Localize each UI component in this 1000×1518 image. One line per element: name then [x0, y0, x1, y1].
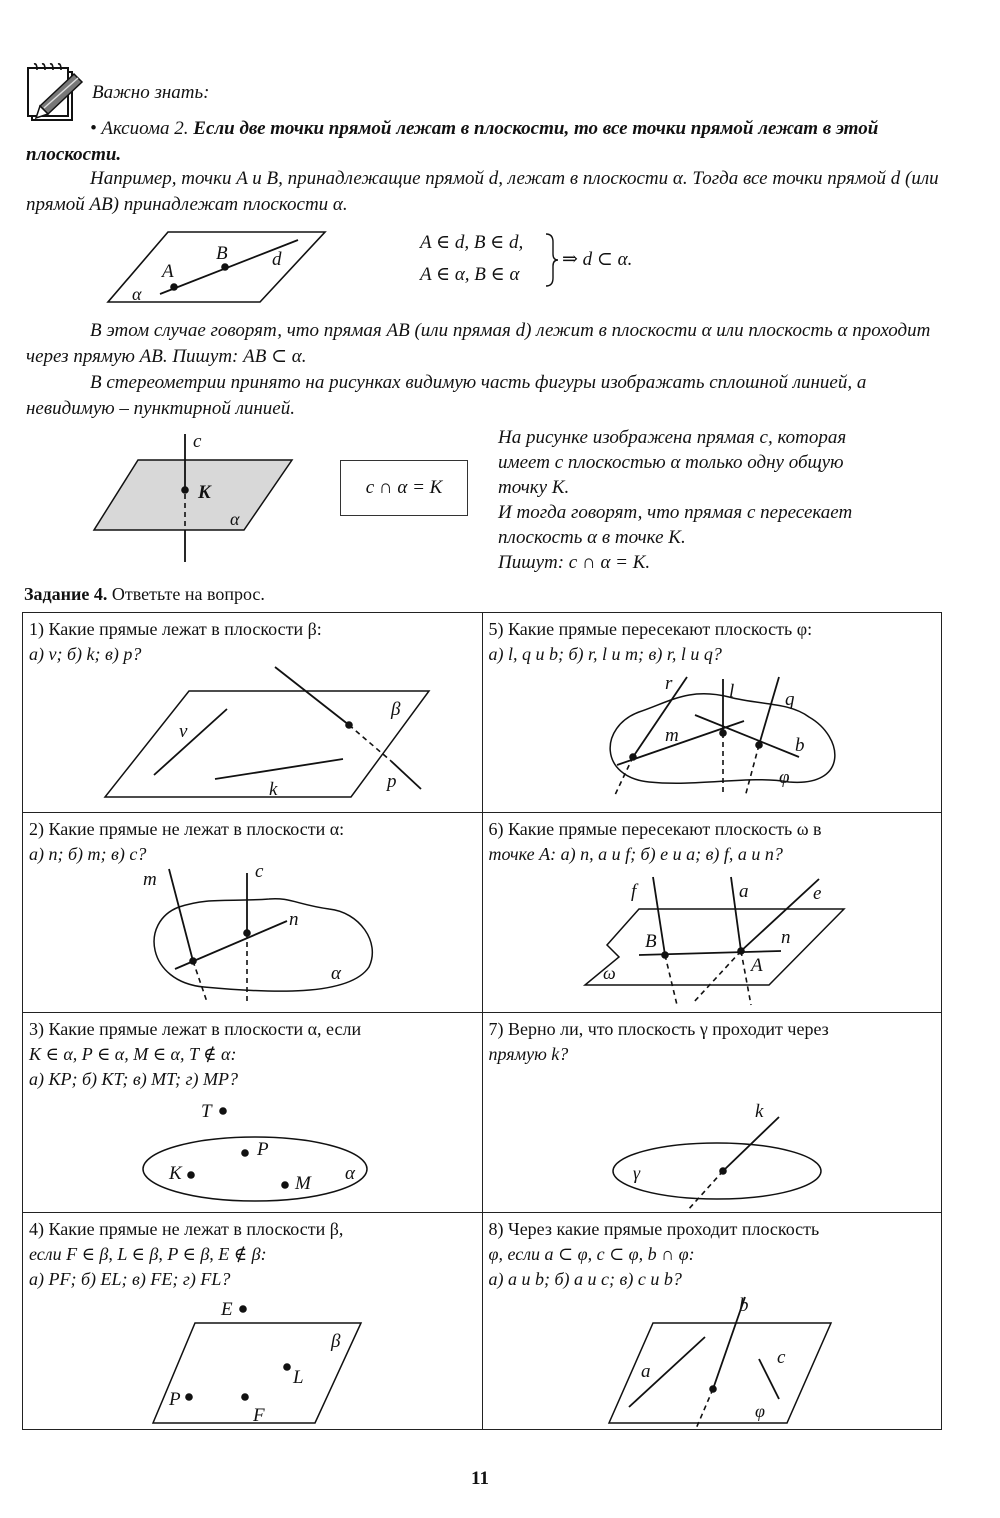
label-A: A: [162, 261, 174, 282]
label-alpha: α: [331, 963, 341, 984]
question-cell-3: [23, 1013, 483, 1213]
question-4-options: а) PF; б) EL; в) FE; г) FL?: [29, 1269, 231, 1289]
label-b: b: [794, 735, 804, 756]
definition-paragraph: В этом случае говорят, что прямая AB (или прямая d) лежит в плоскости α или плоскость α проходит через прямую AB. Пишут: AB ⊂ α.: [26, 320, 931, 367]
label-gamma: γ: [632, 1163, 640, 1183]
axiom-statement: Если две точки прямой лежат в плоскости, то все точки прямой лежат в этой плоскости.: [26, 118, 879, 165]
label-f: f: [630, 881, 636, 902]
label-beta: β: [391, 699, 401, 720]
label-k: k: [269, 779, 278, 800]
example-paragraph: Например, точки A и B, принадлежащие прямой d, лежат в плоскости α. Тогда все точки прямой d (или прямой AB) принадлежат плоскости α.: [26, 168, 939, 215]
side-line: точку K.: [498, 477, 570, 498]
label-E: E: [221, 1299, 233, 1320]
question-1-line: 1) Какие прямые лежат в плоскости β:: [29, 619, 322, 639]
label-c: c: [255, 861, 264, 882]
task-title: Задание 4.: [24, 584, 108, 604]
label-v: v: [179, 721, 188, 742]
side-line: имеет c плоскостью α только одну общую: [498, 452, 844, 473]
question-7-line: 7) Верно ли, что плоскость γ проходит через: [488, 1019, 829, 1039]
question-3-line: 3) Какие прямые лежат в плоскости α, если: [29, 1019, 362, 1039]
side-explanation: [498, 425, 948, 575]
question-6-line: 6) Какие прямые пересекают плоскость ω в: [488, 819, 822, 839]
question-4-line: 4) Какие прямые не лежат в плоскости β,: [29, 1219, 344, 1239]
formula-line-2: A ∈ α, B ∈ α: [420, 264, 520, 285]
label-K: K: [169, 1163, 182, 1184]
question-6-options: точке A: а) n, a и f; б) e и a; в) f, a и n?: [488, 844, 783, 864]
label-beta: β: [331, 1331, 341, 1352]
label-B: B: [644, 931, 657, 952]
label-q: q: [784, 689, 794, 710]
question-cell-5: [482, 613, 942, 813]
side-line: плоскость α в точке K.: [498, 527, 686, 548]
plane-line-figure: [100, 222, 340, 308]
important-label: Важно знать:: [92, 82, 210, 103]
intersection-formula-box: [340, 460, 468, 516]
question-2-options: а) n; б) m; в) c?: [29, 844, 147, 864]
question-cell-2: [23, 813, 483, 1013]
page-number: 11: [471, 1468, 489, 1489]
question-7-options: прямую k?: [488, 1044, 569, 1064]
line-intersects-plane-figure: [90, 430, 305, 565]
formula-line-1: A ∈ d, B ∈ d,: [420, 232, 524, 253]
question-5-line: 5) Какие прямые пересекают плоскость φ:: [488, 619, 813, 639]
side-line: Пишут: c ∩ α = K.: [498, 552, 651, 573]
axiom-lead: • Аксиома 2.: [90, 118, 189, 139]
label-F: F: [253, 1405, 265, 1426]
label-b: b: [738, 1295, 748, 1316]
label-L: L: [293, 1367, 304, 1388]
question-cell-1: [23, 613, 483, 813]
formula-result: ⇒ d ⊂ α.: [562, 249, 633, 270]
question-1-options: а) v; б) k; в) p?: [29, 644, 142, 664]
question-cell-4: [23, 1213, 483, 1430]
label-alpha: α: [345, 1163, 355, 1184]
label-r: r: [664, 673, 672, 694]
question-3-condition: K ∈ α, P ∈ α, M ∈ α, T ∉ α:: [29, 1044, 237, 1064]
label-P: P: [257, 1139, 269, 1160]
label-omega: ω: [602, 963, 616, 983]
label-m: m: [664, 725, 679, 746]
brace-icon: [543, 232, 559, 288]
label-T: T: [201, 1101, 212, 1122]
question-8-condition: φ, если a ⊂ φ, c ⊂ φ, b ∩ φ:: [488, 1244, 695, 1264]
axiom-paragraph: [26, 116, 944, 168]
box-formula: c ∩ α = K: [365, 477, 443, 498]
label-P: P: [169, 1389, 181, 1410]
task-heading: [24, 582, 265, 606]
label-m: m: [143, 869, 157, 890]
question-cell-8: [482, 1213, 942, 1430]
question-2-line: 2) Какие прямые не лежат в плоскости α:: [29, 819, 345, 839]
label-c: c: [193, 431, 202, 452]
label-phi: φ: [778, 767, 790, 788]
label-e: e: [812, 883, 821, 904]
question-8-line: 8) Через какие прямые проходит плоскость: [488, 1219, 820, 1239]
convention-paragraph: В стереометрии принято на рисунках видимую часть фигуры изображать сплошной линией, а невидимую – пунктирной линией.: [26, 372, 867, 419]
side-line: И тогда говорят, что прямая c пересекает: [498, 502, 853, 523]
question-4-condition: если F ∈ β, L ∈ β, P ∈ β, E ∉ β:: [29, 1244, 267, 1264]
label-a: a: [738, 881, 748, 902]
label-B: B: [216, 243, 228, 264]
label-phi: φ: [754, 1401, 765, 1421]
question-5-options: а) l, q и b; б) r, l и m; в) r, l и q?: [488, 644, 722, 664]
question-cell-6: [482, 813, 942, 1013]
question-cell-7: [482, 1013, 942, 1213]
notebook-pencil-icon: [26, 62, 88, 124]
questions-table: [22, 612, 942, 1430]
label-A: A: [750, 955, 763, 976]
label-alpha: α: [132, 284, 142, 304]
label-c: c: [776, 1347, 785, 1368]
question-3-options: а) KP; б) KT; в) MT; г) MP?: [29, 1069, 239, 1089]
label-k: k: [754, 1101, 763, 1122]
label-n: n: [780, 927, 790, 948]
label-alpha-2: α: [230, 509, 240, 529]
side-line: На рисунке изображена прямая c, которая: [498, 427, 847, 448]
label-l: l: [728, 681, 734, 702]
label-d: d: [272, 249, 282, 270]
question-8-options: а) a и b; б) a и c; в) c и b?: [488, 1269, 682, 1289]
label-p: p: [387, 771, 397, 792]
label-n: n: [289, 909, 299, 930]
label-a: a: [640, 1361, 650, 1382]
label-M: M: [295, 1173, 311, 1194]
task-instruction: Ответьте на вопрос.: [111, 584, 265, 604]
label-K: K: [198, 482, 211, 503]
